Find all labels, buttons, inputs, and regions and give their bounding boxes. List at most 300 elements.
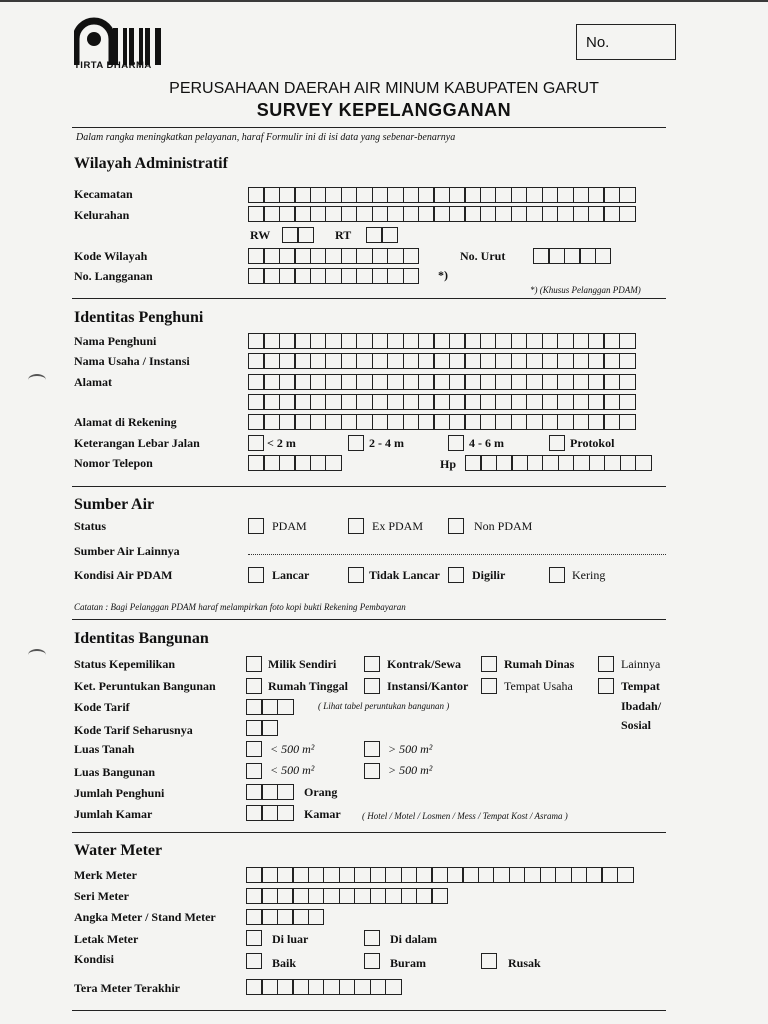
char-box[interactable] [449,414,466,430]
char-box[interactable] [356,374,373,390]
char-box[interactable] [586,867,603,883]
kondisi-baik-checkbox[interactable] [246,953,262,969]
char-box[interactable] [354,867,371,883]
tera-meter-input[interactable] [246,979,402,995]
char-box[interactable] [325,333,342,349]
char-box[interactable] [339,867,356,883]
char-box[interactable] [573,455,590,471]
char-box[interactable] [511,394,528,410]
kecamatan-input[interactable] [248,187,636,203]
char-box[interactable] [385,888,402,904]
char-box[interactable] [310,268,327,284]
char-box[interactable] [341,333,358,349]
char-box[interactable] [325,187,342,203]
merk-meter-input[interactable] [246,867,634,883]
char-box[interactable] [387,333,404,349]
char-box[interactable] [341,248,358,264]
char-box[interactable] [573,206,590,222]
no-langganan-input[interactable] [248,268,419,284]
char-box[interactable] [604,455,621,471]
char-box[interactable] [261,888,278,904]
char-box[interactable] [573,187,590,203]
jumlah-kamar-input[interactable] [246,805,294,821]
char-box[interactable] [557,414,574,430]
char-box[interactable] [310,353,327,369]
char-box[interactable] [558,455,575,471]
char-box[interactable] [277,699,294,715]
char-box[interactable] [246,888,263,904]
char-box[interactable] [294,414,311,430]
char-box[interactable] [294,394,311,410]
char-box[interactable] [526,394,543,410]
char-box[interactable] [325,455,342,471]
char-box[interactable] [248,187,265,203]
char-box[interactable] [433,394,450,410]
char-box[interactable] [433,374,450,390]
char-box[interactable] [387,374,404,390]
char-box[interactable] [294,268,311,284]
char-box[interactable] [619,333,636,349]
instansi-kantor-checkbox[interactable] [364,678,380,694]
char-box[interactable] [542,187,559,203]
lainnya-checkbox[interactable] [598,656,614,672]
char-box[interactable] [603,374,620,390]
char-box[interactable] [323,888,340,904]
char-box[interactable] [496,455,513,471]
char-box[interactable] [372,333,389,349]
char-box[interactable] [354,888,371,904]
char-box[interactable] [372,248,389,264]
char-box[interactable] [511,206,528,222]
char-box[interactable] [526,414,543,430]
char-box[interactable] [279,248,296,264]
char-box[interactable] [341,206,358,222]
char-box[interactable] [480,353,497,369]
char-box[interactable] [279,353,296,369]
char-box[interactable] [526,187,543,203]
char-box[interactable] [542,394,559,410]
char-box[interactable] [248,353,265,369]
char-box[interactable] [403,268,420,284]
char-box[interactable] [325,268,342,284]
char-box[interactable] [478,867,495,883]
luas-tanah-lt500-checkbox[interactable] [246,741,262,757]
char-box[interactable] [571,867,588,883]
char-box[interactable] [418,414,435,430]
char-box[interactable] [279,187,296,203]
char-box[interactable] [588,206,605,222]
char-box[interactable] [282,227,299,243]
char-box[interactable] [495,374,512,390]
char-box[interactable] [279,455,296,471]
nama-usaha-input[interactable] [248,353,636,369]
char-box[interactable] [308,909,325,925]
char-box[interactable] [433,353,450,369]
char-box[interactable] [387,248,404,264]
char-box[interactable] [573,374,590,390]
char-box[interactable] [310,455,327,471]
char-box[interactable] [464,333,481,349]
kondisi-buram-checkbox[interactable] [364,953,380,969]
char-box[interactable] [433,414,450,430]
rt-input[interactable] [366,227,398,243]
luas-bangunan-lt500-checkbox[interactable] [246,763,262,779]
char-box[interactable] [401,888,418,904]
char-box[interactable] [533,248,550,264]
no-urut-input[interactable] [533,248,611,264]
alamat-input-line-1[interactable] [248,374,636,390]
char-box[interactable] [263,333,280,349]
char-box[interactable] [310,414,327,430]
char-box[interactable] [588,394,605,410]
char-box[interactable] [557,394,574,410]
char-box[interactable] [495,187,512,203]
char-box[interactable] [403,374,420,390]
char-box[interactable] [356,187,373,203]
char-box[interactable] [495,353,512,369]
char-box[interactable] [511,333,528,349]
char-box[interactable] [248,455,265,471]
char-box[interactable] [356,333,373,349]
sumber-lainnya-input[interactable] [248,554,666,555]
char-box[interactable] [495,206,512,222]
char-box[interactable] [372,374,389,390]
char-box[interactable] [418,394,435,410]
char-box[interactable] [341,414,358,430]
char-box[interactable] [354,979,371,995]
char-box[interactable] [511,455,528,471]
char-box[interactable] [433,206,450,222]
char-box[interactable] [603,333,620,349]
char-box[interactable] [495,394,512,410]
char-box[interactable] [595,248,612,264]
char-box[interactable] [310,206,327,222]
char-box[interactable] [573,394,590,410]
char-box[interactable] [246,909,263,925]
kondisi-rusak-checkbox[interactable] [481,953,497,969]
char-box[interactable] [356,414,373,430]
char-box[interactable] [619,206,636,222]
char-box[interactable] [263,248,280,264]
status-ex-pdam-checkbox[interactable] [348,518,364,534]
char-box[interactable] [370,979,387,995]
char-box[interactable] [542,353,559,369]
char-box[interactable] [564,248,581,264]
char-box[interactable] [292,979,309,995]
char-box[interactable] [385,867,402,883]
char-box[interactable] [588,353,605,369]
rumah-dinas-checkbox[interactable] [481,656,497,672]
char-box[interactable] [356,206,373,222]
char-box[interactable] [341,353,358,369]
char-box[interactable] [403,414,420,430]
char-box[interactable] [248,206,265,222]
char-box[interactable] [277,909,294,925]
char-box[interactable] [372,394,389,410]
char-box[interactable] [310,394,327,410]
char-box[interactable] [325,206,342,222]
char-box[interactable] [511,187,528,203]
char-box[interactable] [573,333,590,349]
char-box[interactable] [619,414,636,430]
char-box[interactable] [526,206,543,222]
char-box[interactable] [261,784,278,800]
kontrak-sewa-checkbox[interactable] [364,656,380,672]
char-box[interactable] [325,353,342,369]
kode-tarif-input[interactable] [246,699,294,715]
char-box[interactable] [372,206,389,222]
rumah-tinggal-checkbox[interactable] [246,678,262,694]
char-box[interactable] [323,867,340,883]
hp-input[interactable] [465,455,652,471]
char-box[interactable] [261,867,278,883]
char-box[interactable] [557,187,574,203]
char-box[interactable] [261,720,278,736]
char-box[interactable] [263,187,280,203]
char-box[interactable] [292,867,309,883]
angka-meter-input[interactable] [246,909,324,925]
jalan-protokol-checkbox[interactable] [549,435,565,451]
char-box[interactable] [588,414,605,430]
char-box[interactable] [403,187,420,203]
char-box[interactable] [356,248,373,264]
char-box[interactable] [464,394,481,410]
char-box[interactable] [279,333,296,349]
char-box[interactable] [385,979,402,995]
char-box[interactable] [403,206,420,222]
char-box[interactable] [263,374,280,390]
char-box[interactable] [449,374,466,390]
char-box[interactable] [325,374,342,390]
char-box[interactable] [449,187,466,203]
status-pdam-checkbox[interactable] [248,518,264,534]
char-box[interactable] [277,888,294,904]
char-box[interactable] [464,374,481,390]
char-box[interactable] [277,979,294,995]
char-box[interactable] [433,333,450,349]
char-box[interactable] [277,867,294,883]
char-box[interactable] [372,414,389,430]
char-box[interactable] [542,414,559,430]
char-box[interactable] [418,187,435,203]
char-box[interactable] [356,394,373,410]
char-box[interactable] [403,394,420,410]
char-box[interactable] [263,353,280,369]
char-box[interactable] [526,374,543,390]
char-box[interactable] [449,333,466,349]
char-box[interactable] [601,867,618,883]
char-box[interactable] [418,374,435,390]
char-box[interactable] [540,867,557,883]
char-box[interactable] [246,699,263,715]
char-box[interactable] [325,248,342,264]
number-field[interactable] [576,24,676,60]
char-box[interactable] [263,455,280,471]
kode-wilayah-input[interactable] [248,248,419,264]
char-box[interactable] [248,333,265,349]
char-box[interactable] [464,414,481,430]
char-box[interactable] [493,867,510,883]
char-box[interactable] [480,394,497,410]
nama-penghuni-input[interactable] [248,333,636,349]
char-box[interactable] [246,805,263,821]
char-box[interactable] [603,414,620,430]
kondisi-lancar-checkbox[interactable] [248,567,264,583]
char-box[interactable] [416,867,433,883]
kondisi-kering-checkbox[interactable] [549,567,565,583]
char-box[interactable] [387,353,404,369]
char-box[interactable] [511,353,528,369]
char-box[interactable] [465,455,482,471]
char-box[interactable] [370,867,387,883]
char-box[interactable] [323,979,340,995]
char-box[interactable] [495,414,512,430]
char-box[interactable] [310,374,327,390]
kelurahan-input[interactable] [248,206,636,222]
char-box[interactable] [418,353,435,369]
char-box[interactable] [480,374,497,390]
char-box[interactable] [310,187,327,203]
char-box[interactable] [279,374,296,390]
char-box[interactable] [511,414,528,430]
char-box[interactable] [279,394,296,410]
char-box[interactable] [277,805,294,821]
char-box[interactable] [246,720,263,736]
char-box[interactable] [339,979,356,995]
char-box[interactable] [418,333,435,349]
luas-bangunan-gt500-checkbox[interactable] [364,763,380,779]
char-box[interactable] [341,187,358,203]
char-box[interactable] [387,268,404,284]
char-box[interactable] [370,888,387,904]
char-box[interactable] [548,248,565,264]
char-box[interactable] [416,888,433,904]
char-box[interactable] [246,867,263,883]
char-box[interactable] [294,353,311,369]
jalan-2-4-checkbox[interactable] [348,435,364,451]
char-box[interactable] [403,333,420,349]
char-box[interactable] [603,206,620,222]
rw-input[interactable] [282,227,314,243]
char-box[interactable] [308,867,325,883]
char-box[interactable] [573,353,590,369]
char-box[interactable] [263,394,280,410]
char-box[interactable] [588,333,605,349]
char-box[interactable] [619,187,636,203]
char-box[interactable] [449,394,466,410]
char-box[interactable] [248,268,265,284]
char-box[interactable] [557,206,574,222]
char-box[interactable] [589,455,606,471]
char-box[interactable] [557,353,574,369]
seri-meter-input[interactable] [246,888,448,904]
char-box[interactable] [619,374,636,390]
char-box[interactable] [524,867,541,883]
jalan-4-6-checkbox[interactable] [448,435,464,451]
char-box[interactable] [310,248,327,264]
char-box[interactable] [246,784,263,800]
char-box[interactable] [372,353,389,369]
char-box[interactable] [387,187,404,203]
char-box[interactable] [431,888,448,904]
char-box[interactable] [557,374,574,390]
char-box[interactable] [403,353,420,369]
char-box[interactable] [341,374,358,390]
char-box[interactable] [248,394,265,410]
char-box[interactable] [310,333,327,349]
char-box[interactable] [263,268,280,284]
char-box[interactable] [619,394,636,410]
char-box[interactable] [246,979,263,995]
char-box[interactable] [403,248,420,264]
char-box[interactable] [261,979,278,995]
char-box[interactable] [588,187,605,203]
char-box[interactable] [356,268,373,284]
char-box[interactable] [294,455,311,471]
char-box[interactable] [511,374,528,390]
char-box[interactable] [325,394,342,410]
char-box[interactable] [542,374,559,390]
milik-sendiri-checkbox[interactable] [246,656,262,672]
char-box[interactable] [294,374,311,390]
char-box[interactable] [527,455,544,471]
alamat-rekening-input[interactable] [248,414,636,430]
char-box[interactable] [292,888,309,904]
char-box[interactable] [325,414,342,430]
luas-tanah-gt500-checkbox[interactable] [364,741,380,757]
char-box[interactable] [603,353,620,369]
alamat-input-line-2[interactable] [248,394,636,410]
char-box[interactable] [261,699,278,715]
char-box[interactable] [372,187,389,203]
char-box[interactable] [495,333,512,349]
char-box[interactable] [387,206,404,222]
char-box[interactable] [341,394,358,410]
char-box[interactable] [294,333,311,349]
char-box[interactable] [339,888,356,904]
char-box[interactable] [542,333,559,349]
char-box[interactable] [418,206,435,222]
char-box[interactable] [387,414,404,430]
tempat-usaha-checkbox[interactable] [481,678,497,694]
char-box[interactable] [261,909,278,925]
char-box[interactable] [279,206,296,222]
char-box[interactable] [603,187,620,203]
status-non-pdam-checkbox[interactable] [448,518,464,534]
char-box[interactable] [248,414,265,430]
char-box[interactable] [526,333,543,349]
char-box[interactable] [480,455,497,471]
char-box[interactable] [464,206,481,222]
char-box[interactable] [509,867,526,883]
char-box[interactable] [619,353,636,369]
char-box[interactable] [372,268,389,284]
jalan-lt2-checkbox[interactable] [248,435,264,451]
char-box[interactable] [557,333,574,349]
char-box[interactable] [277,784,294,800]
char-box[interactable] [579,248,596,264]
char-box[interactable] [526,353,543,369]
char-box[interactable] [248,248,265,264]
char-box[interactable] [555,867,572,883]
kondisi-tidak-lancar-checkbox[interactable] [348,567,364,583]
char-box[interactable] [480,187,497,203]
letak-di-luar-checkbox[interactable] [246,930,262,946]
char-box[interactable] [480,206,497,222]
char-box[interactable] [294,248,311,264]
char-box[interactable] [464,187,481,203]
char-box[interactable] [635,455,652,471]
